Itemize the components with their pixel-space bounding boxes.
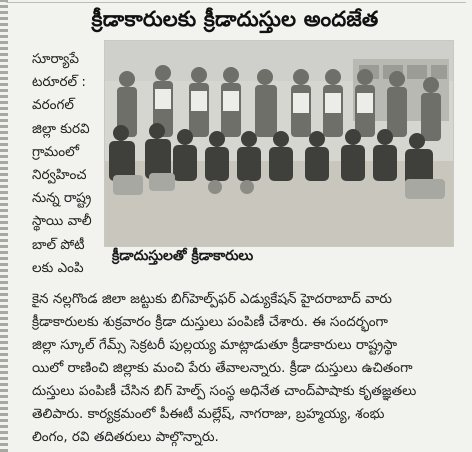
text-line: సూర్యాపే [32,51,79,67]
top-rule [6,2,466,3]
left-border-decoration [0,0,8,452]
text-line: టరూరల్ : [32,74,86,91]
text-line: కైన నల్లగొండ జిలా జట్టుకు బిగ్‌హెల్ప్‌ఫర్ ఎడ్యుకేషన్ హైదరాబాద్ వారు [32,291,392,307]
text-line: తెలిపారు. కార్యక్రమంలో పీఈటీ మల్లేష్, నాగరాజు, బ్రహ్మయ్య, శంభు [32,406,385,422]
text-line: జిల్లా కురవి [32,120,90,137]
text-line: జిల్లా స్కూల్ గేమ్స్ సెక్రటరీ పుల్లయ్య మాట్లాడుతూ క్రీడాకారులు రాష్ట్రస్థా [32,337,398,353]
photo-caption: క్రీడాదుస్తులతో క్రీడాకారులు [112,248,254,264]
text-line: యిలో రాణించి జిల్లాకు మంచి పేరు తేవాలన్నారు. క్రీడా దుస్తులు ఉచితంగా [32,360,413,376]
text-line: వరంగల్ [32,97,74,114]
article-narrow-column [32,48,106,280]
article-headline: క్రీడాకారులకు క్రీడాదుస్తుల అందజేత [91,7,379,31]
text-line: గ్రామంలో [32,143,80,160]
text-line: లింగం, రవి తదితరులు పాల్గొన్నారు. [32,429,219,445]
group-photo-image [104,40,454,247]
text-line: క్రీడాకారులకు శుక్రవారం క్రీడా దుస్తులు పంపిణీ చేశారు. ఈ సందర్భంగా [32,314,388,330]
article-wide-body [32,288,464,449]
text-line: స్థాయి వాలీ [32,213,92,230]
text-line: నిర్వహించ [32,166,87,183]
text-line: నున్న రాష్ట్ర [32,190,92,207]
photo-illustration [105,41,453,246]
text-line: లకు ఎంపి [32,259,84,276]
text-line: బాల్ పోటీ [32,236,85,253]
text-line: దుస్తులు పంపిణీ చేసిన బిగ్ హెల్ప్ సంస్థ అధినేత చాంద్‌పాషాకు కృతజ్ఞతలు [32,383,417,399]
